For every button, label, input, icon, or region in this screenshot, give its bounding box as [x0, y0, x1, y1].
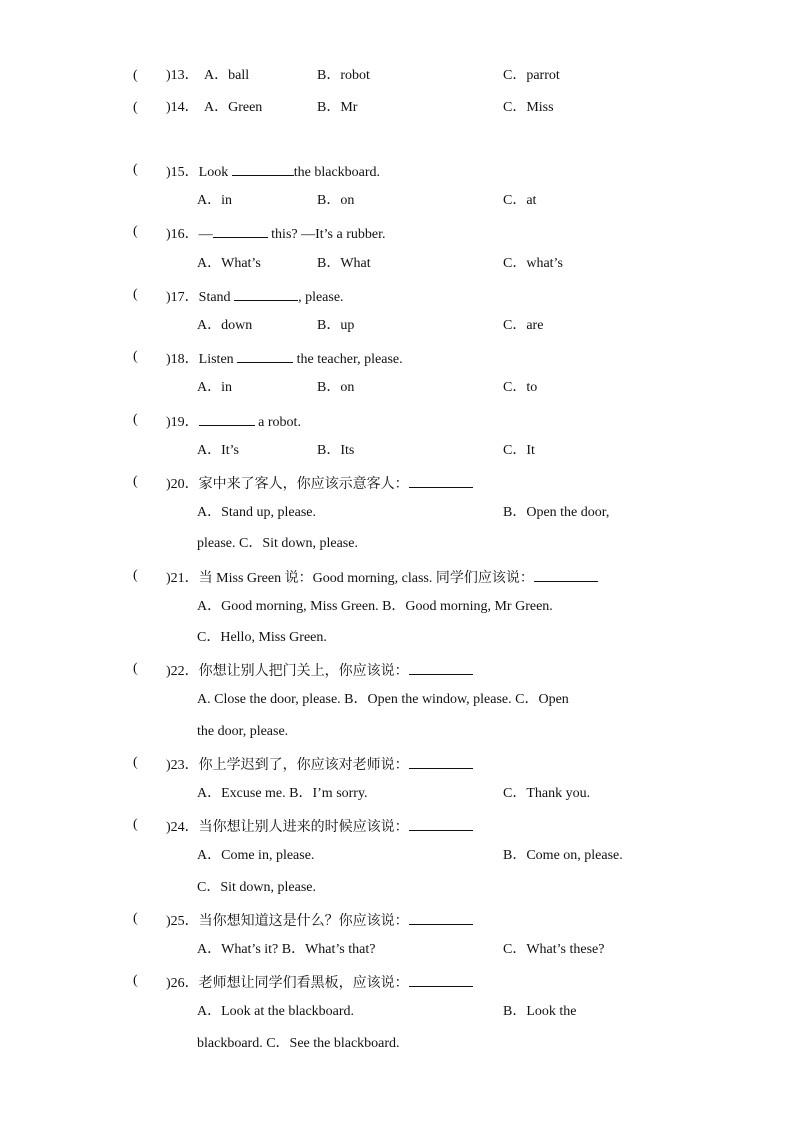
option-b: B．robot: [317, 68, 370, 83]
option-b: B．Open the door,: [503, 505, 610, 520]
answer-paren: (: [133, 817, 138, 832]
question-stem: )23．你上学迟到了，你应该对老师说：: [166, 754, 473, 775]
option-b: B．Its: [317, 443, 355, 458]
option-c: C．Miss: [503, 100, 554, 115]
option-a: A．in: [197, 380, 232, 395]
option-continuation: the door, please.: [197, 724, 289, 739]
option-c: C．parrot: [503, 68, 560, 83]
answer-blank: [232, 161, 294, 176]
option-b: B．What: [317, 256, 371, 271]
option-b: B．on: [317, 193, 355, 208]
answer-paren: (: [133, 162, 138, 177]
answer-blank: [409, 754, 473, 769]
answer-paren: (: [133, 100, 138, 115]
answer-blank: [409, 473, 473, 488]
answer-blank: [409, 972, 473, 987]
option-c: C．are: [503, 318, 544, 333]
option-continuation: please. C．Sit down, please.: [197, 536, 358, 551]
answer-blank: [234, 286, 298, 301]
answer-blank: [237, 348, 293, 363]
option-a: A．in: [197, 193, 232, 208]
option-continuation: blackboard. C．See the blackboard.: [197, 1036, 400, 1051]
option-b: B．Come on, please.: [503, 848, 623, 863]
option-a-b: A．What’s it? B．What’s that?: [197, 942, 376, 957]
option-a: A．Stand up, please.: [197, 505, 316, 520]
answer-paren: (: [133, 973, 138, 988]
answer-blank: [409, 660, 473, 675]
option-b: B．Look the: [503, 1004, 577, 1019]
option-c: C．to: [503, 380, 538, 395]
answer-paren: (: [133, 412, 138, 427]
option-a: A．Look at the blackboard.: [197, 1004, 355, 1019]
question-stem: )18．Listen the teacher, please.: [166, 348, 403, 369]
option-a: A．ball: [204, 68, 250, 83]
option-a-b: A．Excuse me. B．I’m sorry.: [197, 786, 368, 801]
question-number: )14．: [166, 100, 199, 115]
question-number: )13．: [166, 68, 199, 83]
question-stem: )20．家中来了客人，你应该示意客人：: [166, 473, 473, 494]
option-a: A．down: [197, 318, 253, 333]
answer-paren: (: [133, 568, 138, 583]
answer-paren: (: [133, 911, 138, 926]
answer-paren: (: [133, 287, 138, 302]
option-a: A．What’s: [197, 256, 261, 271]
answer-blank: [534, 567, 598, 582]
option-a: A．Come in, please.: [197, 848, 315, 863]
option-c: C．What’s these?: [503, 942, 605, 957]
option-b: B．Mr: [317, 100, 358, 115]
question-stem: )26．老师想让同学们看黑板，应该说：: [166, 972, 473, 993]
option-c: C．Hello, Miss Green.: [197, 630, 327, 645]
answer-paren: (: [133, 474, 138, 489]
option-b: B．up: [317, 318, 355, 333]
answer-blank: [409, 816, 473, 831]
option-b: B．on: [317, 380, 355, 395]
question-stem: )21．当 Miss Green 说：Good morning, class. 同学们应该说：: [166, 567, 598, 588]
question-stem: )24．当你想让别人进来的时候应该说：: [166, 816, 473, 837]
option-a-b: A．Good morning, Miss Green. B．Good morning, Mr Green.: [197, 599, 553, 614]
option-a: A．Green: [204, 100, 263, 115]
question-stem: )16．— this? —It’s a rubber.: [166, 223, 385, 244]
answer-paren: (: [133, 68, 138, 83]
answer-paren: (: [133, 755, 138, 770]
option-c: C．at: [503, 193, 537, 208]
question-stem: )22．你想让别人把门关上，你应该说：: [166, 660, 473, 681]
answer-paren: (: [133, 661, 138, 676]
option-a: A．It’s: [197, 443, 239, 458]
option-c: C．It: [503, 443, 535, 458]
question-stem: )15．Look the blackboard.: [166, 161, 380, 182]
question-stem: )25．当你想知道这是什么？你应该说：: [166, 910, 473, 931]
option-a-b-c: A. Close the door, please. B．Open the window, please. C．Open: [197, 692, 569, 707]
answer-paren: (: [133, 224, 138, 239]
option-c: C．what’s: [503, 256, 563, 271]
question-stem: )19． a robot.: [166, 411, 301, 432]
answer-blank: [409, 910, 473, 925]
answer-blank: [199, 411, 255, 426]
question-stem: )17．Stand , please.: [166, 286, 344, 307]
option-c: C．Thank you.: [503, 786, 591, 801]
option-c: C．Sit down, please.: [197, 880, 316, 895]
answer-blank: [213, 223, 268, 238]
answer-paren: (: [133, 349, 138, 364]
